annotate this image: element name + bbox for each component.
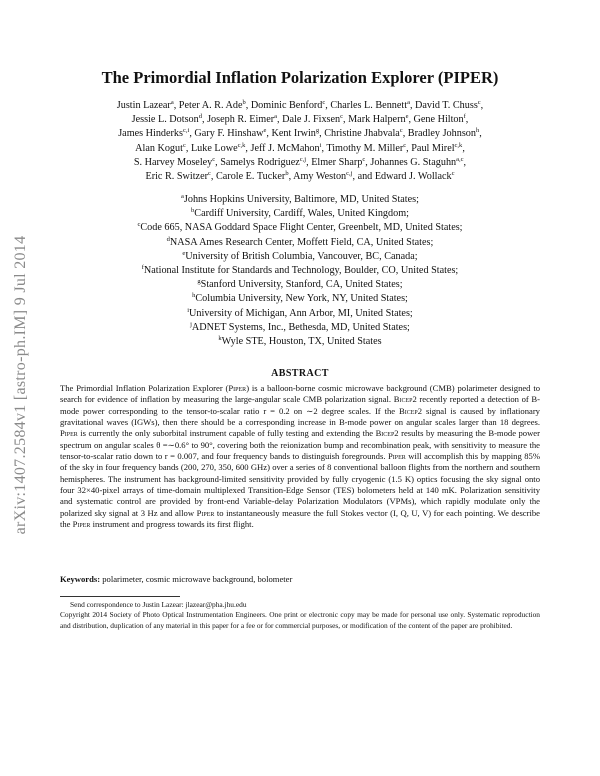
affiliation-line — [60, 207, 540, 221]
author-name: Peter A. R. Ade — [178, 100, 243, 111]
abstract-heading: ABSTRACT — [271, 368, 329, 379]
author-name: James Hinderks — [118, 128, 183, 140]
abstract-text: recently reported a detection of B-mode power corresponding to the tensor-to-scalar ratio r = 0.2 on ∼2 degree scales. If the — [60, 394, 540, 416]
affiliation-text: Stanford University, Stanford, CA, United States; — [200, 279, 403, 291]
abstract-body — [60, 383, 540, 530]
author-affiliation-mark: c — [340, 113, 344, 121]
author-affiliation-mark: d — [198, 113, 202, 121]
author-name: Kent Irwin — [271, 128, 316, 140]
affiliation-text: University of British Columbia, Vancouver, BC, Canada; — [185, 250, 418, 262]
affiliation-key: e — [182, 249, 186, 257]
author-name: Dominic Benford — [250, 100, 323, 111]
paper-title: The Primordial Inflation Polarization Explorer (PIPER) — [101, 68, 499, 87]
author-name: Joseph R. Eimer — [207, 114, 275, 126]
author-name: Carole E. Tucker — [215, 171, 286, 183]
author-name: Alan Kogut — [135, 142, 183, 154]
author-name: Justin Lazear — [116, 100, 171, 111]
affiliation-key: d — [166, 235, 170, 243]
abstract-text: to instantaneously measure the full Stokes vector (I, Q, U, V) for each pointing. We describe the — [60, 507, 540, 530]
arxiv-stamp — [10, 200, 32, 570]
affiliation-line — [60, 250, 540, 264]
author-affiliation-mark: c — [208, 170, 211, 178]
affiliation-key: g — [197, 278, 201, 286]
author-affiliation-mark: c — [362, 155, 366, 163]
author-affiliation-mark: a,c — [456, 155, 464, 163]
affiliation-key: k — [218, 335, 222, 343]
affiliation-key: a — [181, 193, 184, 200]
affiliation-line — [60, 307, 540, 321]
author-affiliation-mark: a — [274, 113, 278, 121]
instrument-name: Piper — [387, 451, 406, 462]
instrument-name: Piper — [228, 383, 247, 393]
affiliation-text: University of Michigan, Ann Arbor, MI, United States; — [189, 307, 413, 319]
author-list: Justin Lazear$^a$, Peter A. R. Ade$^b$, Dominic Benford$^c$, Charles L. Bennett$^a$, David T. Chuss$^c$, Jessie L. Dotson$^d$, Joseph R. Eimer$^a$, Dale J. Fixsen$^c$, Mark Halpern$^e$, Gene Hilton$^f$, James Hinderks$^{c,i}$, Gary F. Hinshaw$^e$, Kent Irwin$^g$, Christine Jhabvala$^c$, Bradley Johnson$^h$, Alan Kogut$^c$, Luke Lowe$^{c,k}$, Jeff J. McMahon$^i$, Timothy M. Miller$^c$, Paul Mirel$^{c,k}$, S. Harvey Moseley$^c$, Samelys Rodriguez$^{c,j}$, Elmer Sharp$^c$, Johannes G. Staguhn$^{a,c}$, Eric R. Switzer$^c$, Carole E. Tucker$^b$, Amy Weston$^{c,j}$, and Edward J. Wollack$^c$ — [116, 99, 484, 183]
author-name: Christine Jhabvala — [324, 128, 400, 140]
arxiv-stamp-text: arXiv:1407.2584v1 [astro-ph.IM] 9 Jul 2014 — [12, 235, 29, 535]
instrument-name: Bicep2 — [399, 405, 423, 416]
abstract-text: The Primordial Inflation Polarization Explorer ( — [60, 383, 229, 393]
author-name: Elmer Sharp — [311, 156, 363, 168]
author-affiliation-mark: b — [285, 170, 289, 178]
author-affiliation-mark: c — [477, 99, 481, 106]
affiliation-text: Cardiff University, Cardiff, Wales, United Kingdom; — [194, 208, 409, 220]
author-affiliation-mark: c — [322, 99, 326, 106]
author-affiliation-mark: c — [451, 170, 455, 178]
affiliation-line — [60, 335, 540, 349]
author-affiliation-mark: e — [405, 113, 409, 121]
affiliation-text: Code 665, NASA Goddard Space Flight Center, Greenbelt, MD, United States; — [140, 222, 463, 234]
author-affiliation-mark: a — [170, 99, 174, 106]
author-name: Luke Lowe — [190, 142, 238, 154]
author-name: S. Harvey Moseley — [133, 156, 213, 168]
author-name: Mark Halpern — [348, 114, 406, 126]
abstract-text: instrument and progress towards its first flight. — [90, 519, 254, 530]
instrument-name: Bicep2 — [393, 394, 417, 405]
footnote-correspondence: Send correspondence to Justin Lazear: jlazear@pha.jhu.edu — [70, 600, 247, 609]
instrument-name: Piper — [196, 507, 215, 518]
affiliation-line — [60, 193, 540, 207]
affiliation-key: c — [137, 221, 141, 229]
author-name: Gene Hilton — [413, 114, 464, 126]
author-affiliation-mark: c — [212, 155, 216, 163]
author-affiliation-mark: c,k — [237, 141, 246, 149]
author-name: Timothy M. Miller — [326, 142, 404, 154]
author-name: Eric R. Switzer — [145, 171, 208, 183]
keywords-text: polarimeter, cosmic microwave background, bolometer — [100, 574, 293, 584]
author-affiliation-mark: b — [242, 99, 246, 106]
author-name: Jeff J. McMahon — [250, 142, 320, 154]
author-affiliation-mark: c,j — [346, 170, 353, 178]
author-name: Charles L. Bennett — [330, 100, 408, 111]
affiliation-line — [60, 236, 540, 250]
affiliation-key: f — [141, 264, 144, 272]
affiliation-line — [60, 221, 540, 235]
abstract-text: will accomplish this by mapping 85% of the sky in four frequency bands (200, 270, 350, 600 GHz) over a series of 8 conventional balloon flights from the northern and southern hemispheres. The instrument has background-limited sensitivity provided by fully cryogenic (1.5 K) optics focusing the sky signal onto four 32×40-pixel arrays of time-domain multiplexed Transition-Edge Sensor (TES) bolometers held at 140 mK. Polarization sensitivity and systematic control are provided by front-end Variable-delay Polarization Modulators (VPMs), which rapidly modulate only the polarized sky signal at 3 Hz and allow — [60, 451, 541, 518]
author-name: Bradley Johnson — [407, 128, 476, 140]
affiliation-line — [60, 292, 540, 306]
affiliation-key: j — [190, 320, 192, 328]
abstract-text: ) is a balloon-borne cosmic microwave background (CMB) polarimeter designed to search for evidence of inflation by measuring the large-angular scale CMB polarization signal. — [60, 383, 540, 405]
abstract-text: signal is caused by inflationary gravitational waves (IGWs), then there should be a corresponding increase in B-mode power on angular scales larger than 18 degrees. — [60, 405, 540, 428]
author-affiliation-mark: f — [463, 113, 466, 121]
author-affiliation-mark: c,k — [454, 141, 463, 149]
affiliation-line — [60, 321, 540, 335]
keywords — [60, 574, 540, 584]
author-affiliation-mark: a — [407, 99, 410, 106]
author-name: Jessie L. Dotson — [131, 114, 199, 126]
author-affiliation-mark: c,j — [299, 155, 307, 163]
footnote-rule — [60, 596, 180, 597]
author-affiliation-mark: c — [399, 127, 403, 135]
abstract-text: results by measuring the B-mode power spectrum on angular scales θ =∼0.6° to 90°, covering both the reionization bump and recombination peak, with sensitivity to measure the tensor-to-scalar ratio down to r = 0.007, and four frequency bands to distinguish foregrounds. — [60, 428, 540, 462]
author-affiliation-mark: g — [315, 127, 320, 135]
author-name: Samelys Rodriguez — [220, 156, 300, 168]
affiliation-text: Johns Hopkins University, Baltimore, MD, United States; — [183, 194, 419, 205]
author-affiliation-mark: c,i — [183, 127, 190, 135]
affiliation-text: Wyle STE, Houston, TX, United States — [221, 336, 382, 348]
author-name: Dale J. Fixsen — [282, 114, 341, 126]
affiliation-key: i — [187, 306, 190, 314]
instrument-name: Piper — [72, 519, 91, 530]
author-name: Edward J. Wollack — [374, 171, 452, 183]
affiliation-text: Columbia University, New York, NY, United States; — [195, 293, 408, 305]
affiliation-key: b — [191, 207, 195, 215]
footnote — [60, 600, 540, 631]
affiliation-text: National Institute for Standards and Technology, Boulder, CO, United States; — [143, 265, 459, 277]
affiliation-key: h — [192, 292, 196, 300]
author-name: Paul Mirel — [411, 142, 455, 154]
author-name: Gary F. Hinshaw — [194, 128, 264, 140]
footnote-copyright: Copyright 2014 Society of Photo Optical Instrumentation Engineers. One print or electronic copy may be made for personal use only. Systematic reproduction and distribution, duplication of any material in this paper for a fee or for commercial purposes, or modification of the content of the paper are prohibited. — [60, 610, 540, 630]
author-affiliation-mark: c — [403, 141, 407, 149]
author-affiliation-mark: i — [319, 141, 322, 149]
author-affiliation-mark: c — [182, 141, 186, 149]
author-name: Johannes G. Staguhn — [370, 156, 457, 168]
affiliation-list — [60, 193, 540, 349]
keywords-label: Keywords: — [60, 574, 101, 584]
affiliation-text: ADNET Systems, Inc., Bethesda, MD, United States; — [191, 321, 410, 333]
author-name: David T. Chuss — [415, 100, 478, 111]
affiliation-line — [60, 264, 540, 278]
affiliation-line — [60, 278, 540, 292]
affiliation-text: NASA Ames Research Center, Moffett Field, CA, United States; — [169, 236, 434, 248]
author-name: Amy Weston — [293, 171, 347, 183]
instrument-name: Piper — [60, 428, 78, 439]
author-affiliation-mark: h — [475, 127, 480, 135]
author-affiliation-mark: e — [263, 127, 267, 135]
abstract-text: is currently the only suborbital instrument capable of fully testing and extending the — [77, 428, 376, 439]
instrument-name: Bicep2 — [375, 428, 399, 439]
